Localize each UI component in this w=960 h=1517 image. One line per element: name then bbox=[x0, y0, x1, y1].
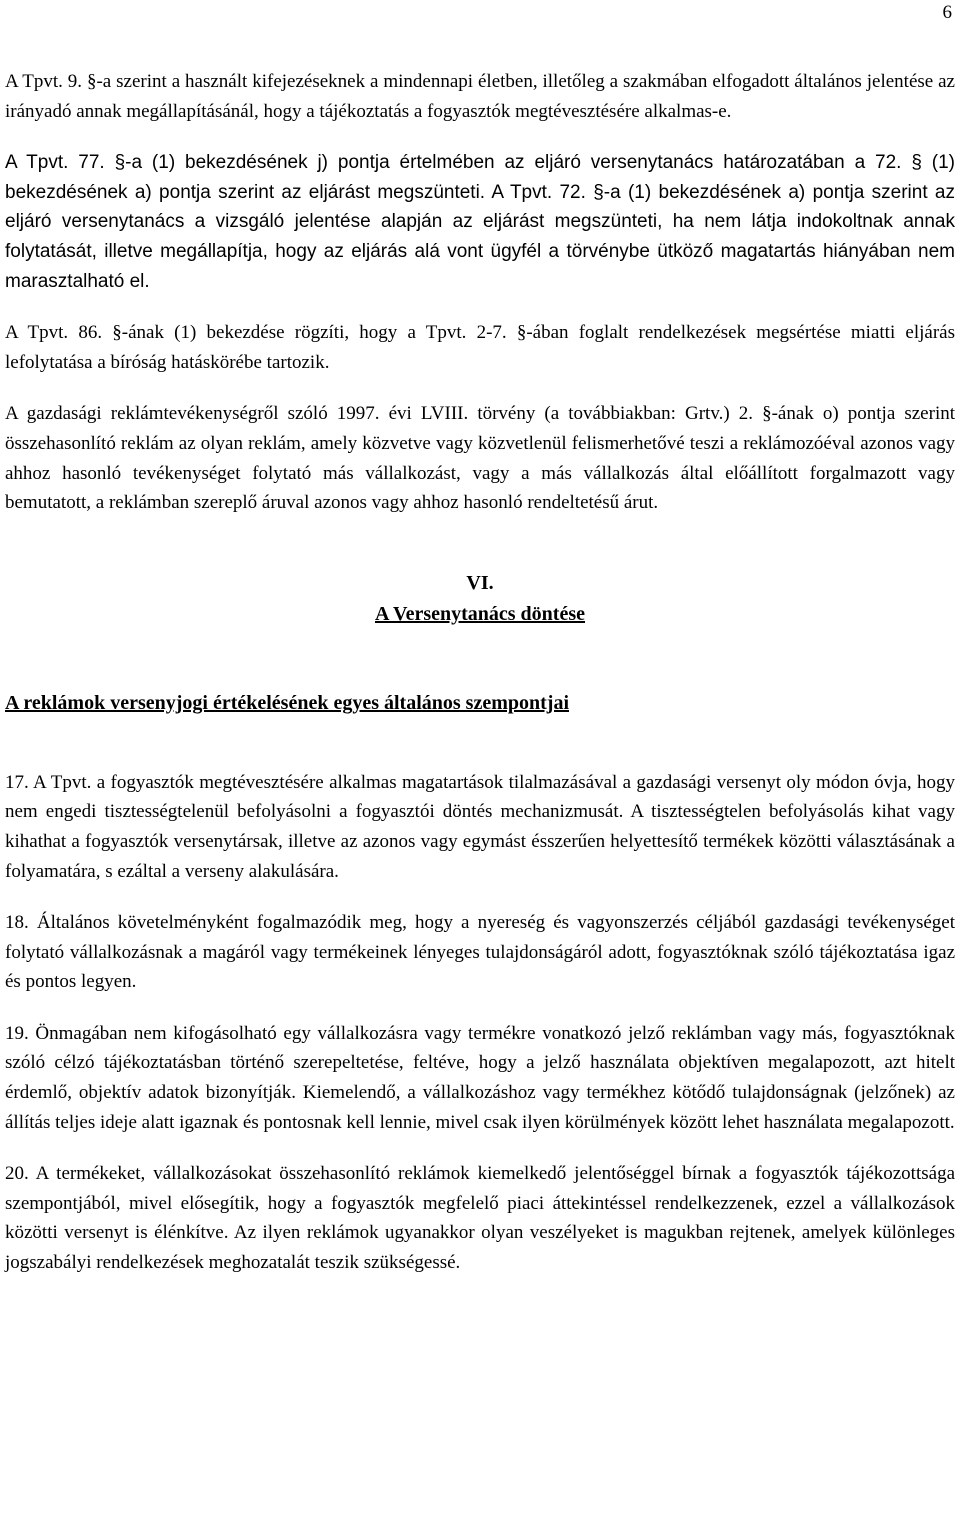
section-number: VI. bbox=[466, 571, 494, 594]
section-title: A Versenytanács döntése bbox=[374, 602, 585, 625]
paragraph-tpvt-77-72: A Tpvt. 77. §-a (1) bekezdésének j) pontja értelmében az eljáró versenytanács határozatában a 72. § (1) bekezdésének a) pontja szerint az eljárást megszünteti. A Tpvt. 72. §-a (1) bekezdésének a) pontja szerint az eljáró versenytanács a vizsgáló jelentése alapján az eljárást megszünteti, ha nem látja indokoltnak annak folytatását, illetve megállapítja, hogy az eljárás alá vont ügyfél a törvénybe ütköző magatartás hiányában nem marasztalható el. bbox=[5, 152, 955, 292]
paragraph-17: 17. A Tpvt. a fogyasztók megtévesztésére alkalmas magatartások tilalmazásával a gazdasági versenyt oly módon óvja, hogy nem engedi tisztességtelenül befolyásolni a fogyasztói döntés mechanizmusát. A tisztességtelen befolyásolás kihat vagy kihathat a fogyasztók versenytársak, illetve az azonos vagy egymást ésszerűen helyettesítő termékek közötti választásának a folyamatára, s ezáltal a verseny alakulására. bbox=[5, 771, 955, 882]
paragraph-tpvt-9: A Tpvt. 9. §-a szerint a használt kifejezéseknek a mindennapi életben, illetőleg a szakmában elfogadott általános jelentése az irányadó annak megállapításánál, hogy a tájékoztatás a fogyasztók megtévesztésére alkalmas-e. bbox=[5, 71, 955, 122]
paragraph-18: 18. Általános követelményként fogalmazódik meg, hogy a nyereség és vagyonszerzés céljából gazdasági tevékenységet folytató vállalkozásnak a magáról vagy termékeinek lényeges tulajdonságáról adott, fogyasztóknak szóló tájékoztatása igaz és pontos legyen. bbox=[5, 912, 955, 993]
document-body bbox=[5, 67, 955, 1278]
page-number: 6 bbox=[942, 2, 952, 23]
paragraph-20: 20. A termékeket, vállalkozásokat összehasonlító reklámok kiemelkedő jelentőséggel bírnak a fogyasztók tájékozottsága szempontjából, mivel elősegítik, hogy a fogyasztók megfelelő piaci áttekintéssel rendelkezzenek, ezzel a vállalkozások közötti versenyt is élénkítve. Az ilyen reklámok ugyanakkor olyan veszélyeket is magukban rejtenek, amelyek különleges jogszabályi rendelkezések meghozatalát teszik szükségessé. bbox=[5, 1163, 955, 1274]
section-subheading: A reklámok versenyjogi értékelésének egyes általános szempontjai bbox=[5, 691, 569, 714]
paragraph-grtv: A gazdasági reklámtevékenységről szóló 1997. évi LVIII. törvény (a továbbiakban: Grtv.) 2. §-ának o) pontja szerint összehasonlító reklám az olyan reklám, amely közvetve vagy közvetlenül felismerhetővé teszi a reklámozóéval azonos vagy ahhoz hasonló tevékenységet folytató más vállalkozást, vagy a más vállalkozás által előállított forgalmazott vagy bemutatott, a reklámban szereplő áruval azonos vagy ahhoz hasonló rendeltetésű árut. bbox=[5, 403, 955, 514]
paragraph-19: 19. Önmagában nem kifogásolható egy vállalkozásra vagy termékre vonatkozó jelző reklámban vagy más, fogyasztóknak szóló célzó tájékoztatásban történő szerepeltetése, feltéve, hogy a jelző használata objektíven megalapozott, azt hitelt érdemlő, objektív adatok bizonyítják. Kiemelendő, a vállalkozáshoz vagy termékhez kötődő tulajdonságnak (jelzőnek) az állítás teljes ideje alatt igaznak és pontosnak kell lennie, mivel csak ilyen körülmények között lehet használata megalapozott. bbox=[5, 1022, 955, 1133]
paragraph-tpvt-86: A Tpvt. 86. §-ának (1) bekezdése rögzíti, hogy a Tpvt. 2-7. §-ában foglalt rendelkezések megsértése miatti eljárás lefolytatása a bíróság hatáskörébe tartozik. bbox=[5, 322, 955, 373]
